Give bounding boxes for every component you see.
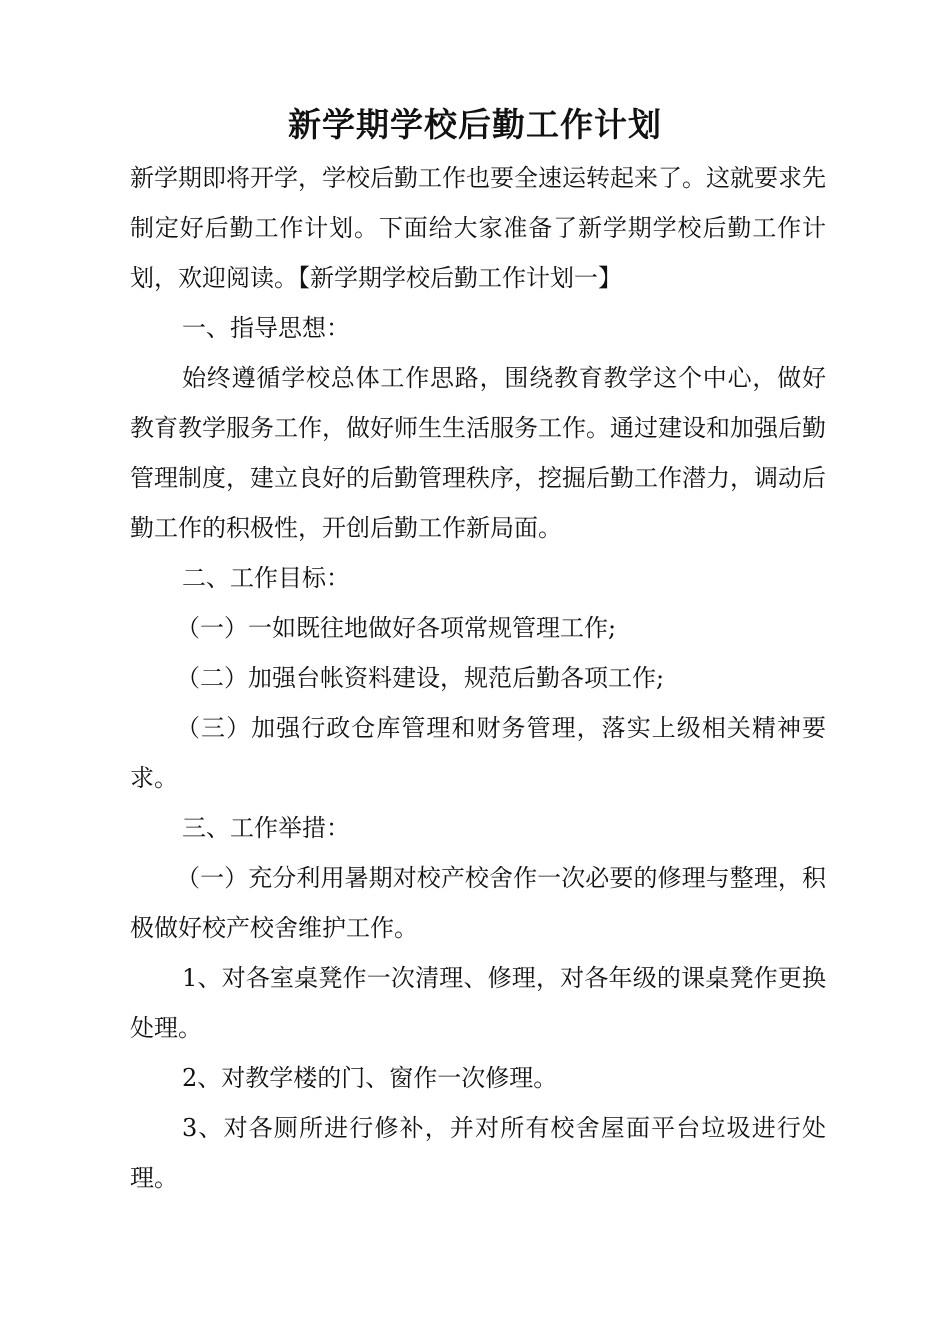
measure-item: 1、对各室桌凳作一次清理、修理，对各年级的课桌凳作更换处理。 — [130, 964, 826, 1042]
section-heading-work-measures: 三、工作举措： — [182, 814, 350, 842]
measure-item: 2、对教学楼的门、窗作一次修理。 — [182, 1064, 558, 1092]
measure-item: 3、对各厕所进行修补，并对所有校舍屋面平台垃圾进行处理。 — [130, 1114, 826, 1192]
guiding-thought-paragraph: 始终遵循学校总体工作思路，围绕教育教学这个中心，做好教育教学服务工作，做好师生生活服务工作。通过建设和加强后勤管理制度，建立良好的后勤管理秩序，挖掘后勤工作潜力，调动后勤工作的积极性，开创后勤工作新局面。 — [130, 364, 826, 542]
goal-item: （一）一如既往地做好各项常规管理工作; — [176, 614, 617, 642]
section-heading-work-goals: 二、工作目标： — [182, 564, 350, 592]
measure-paragraph: （一）充分利用暑期对校产校舍作一次必要的修理与整理，积极做好校产校舍维护工作。 — [130, 864, 826, 942]
document-body — [130, 153, 826, 1203]
goal-item: （三）加强行政仓库管理和财务管理，落实上级相关精神要求。 — [130, 714, 826, 792]
document-title: 新学期学校后勤工作计划 — [288, 105, 662, 144]
intro-paragraph: 新学期即将开学，学校后勤工作也要全速运转起来了。这就要求先制定好后勤工作计划。下面给大家准备了新学期学校后勤工作计划，欢迎阅读。【新学期学校后勤工作计划一】 — [130, 164, 826, 292]
section-heading-guiding-thought: 一、指导思想： — [182, 314, 350, 342]
goal-item: （二）加强台帐资料建设，规范后勤各项工作; — [176, 664, 665, 692]
